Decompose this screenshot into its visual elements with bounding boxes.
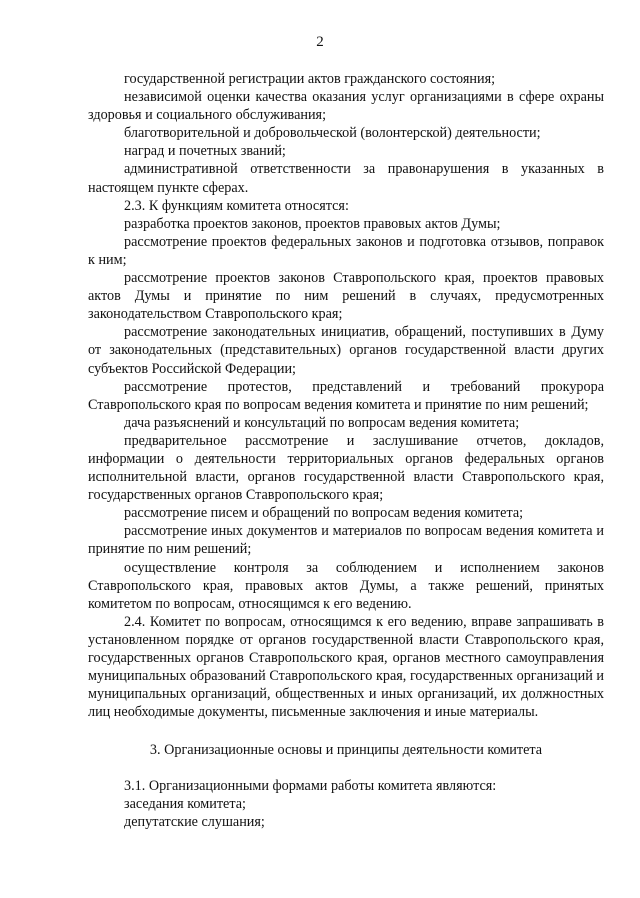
paragraph: независимой оценки качества оказания услуг организациями в сфере охраны здоровья и социального обслуживания; [88,89,604,124]
paragraph: наград и почетных званий; [124,143,286,160]
paragraph: предварительное рассмотрение и заслушивание отчетов, докладов, информации о деятельности территориальных органов федеральных органов исполнительной власти, органов государственной власти Ставропольского края, государственных органов Ставропольского края; [88,432,604,504]
paragraph: 3.1. Организационными формами работы комитета являются: [124,778,497,794]
paragraph: благотворительной и добровольческой (волонтерской) деятельности; [124,125,541,142]
paragraph: рассмотрение законодательных инициатив, обращений, поступивших в Думу от законодательных (представительных) органов государственной власти других субъектов Российской Федерации; [88,324,604,377]
paragraph: 2.3. К функциям комитета относятся: [124,197,349,214]
paragraph: рассмотрение проектов законов Ставропольского края, проектов правовых актов Думы и принятие по ним решений в случаях, предусмотренных законодательством Ставропольского края; [88,270,604,323]
document-body [88,70,604,721]
paragraph: 2.4. Комитет по вопросам, относящимся к его ведению, вправе запрашивать в установленном порядке от органов государственной власти Ставропольского края, государственных органов Ставропольского края, органов местного самоуправления муниципальных образований Ставропольского края, государственных организаций и муниципальных организаций, общественных и иных организаций, их должностных лиц необходимые документы, письменные заключения и иные материалы. [88,613,604,721]
paragraph: рассмотрение иных документов и материалов по вопросам ведения комитета и принятие по ним решений; [88,523,604,558]
paragraph: административной ответственности за правонарушения в указанных в настоящем пункте сферах. [88,161,604,196]
paragraph: заседания комитета; [124,796,246,813]
paragraph: государственной регистрации актов гражданского состояния; [124,71,496,87]
paragraph: депутатские слушания; [124,814,265,831]
paragraph: дача разъяснений и консультаций по вопросам ведения комитета; [124,414,520,431]
paragraph: рассмотрение писем и обращений по вопросам ведения комитета; [124,505,524,522]
paragraph: осуществление контроля за соблюдением и исполнением законов Ставропольского края, правовых актов Думы, а также решений, принятых комитетом по вопросам, относящимся к его ведению. [88,559,604,612]
paragraph: рассмотрение проектов федеральных законов и подготовка отзывов, поправок к ним; [88,233,604,268]
section-heading: 3. Организационные основы и принципы деятельности комитета [149,742,543,758]
paragraph: рассмотрение протестов, представлений и требований прокурора Ставропольского края по вопросам ведения комитета и принятие по ним решений; [88,378,604,413]
paragraph: разработка проектов законов, проектов правовых актов Думы; [124,215,501,232]
page-number: 2 [316,34,324,50]
section-body [88,777,604,831]
